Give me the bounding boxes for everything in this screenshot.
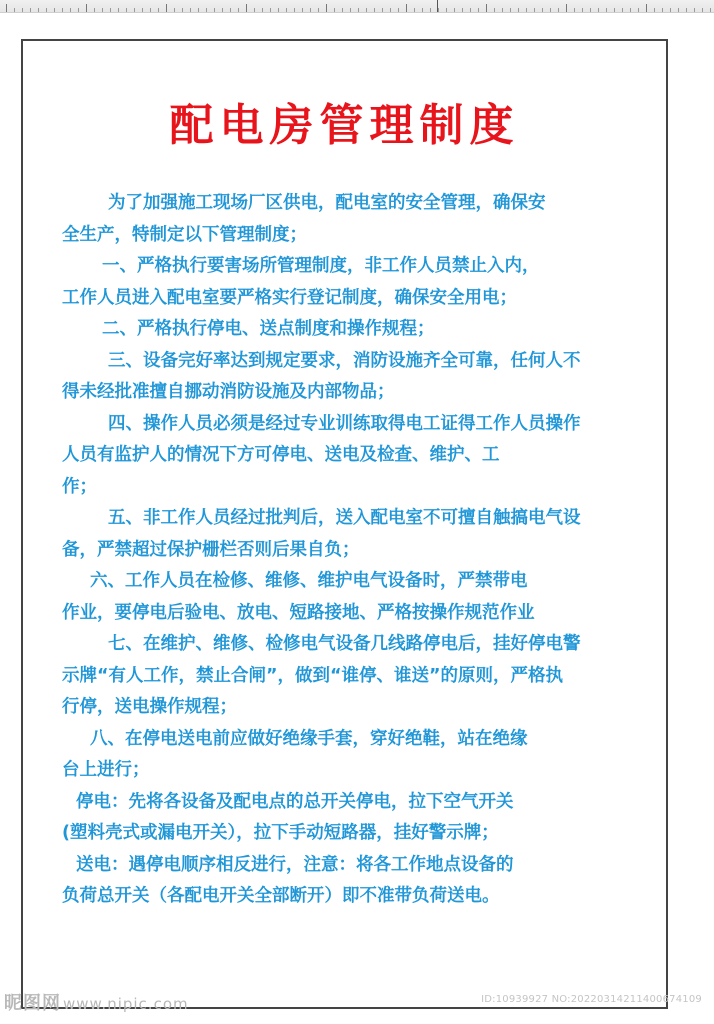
ruler-tick	[454, 8, 455, 12]
ruler-tick	[230, 8, 231, 12]
ruler-tick	[22, 8, 23, 12]
ruler-tick	[646, 4, 647, 12]
paragraph-line: 停电：先将各设备及配电点的总开关停电，拉下空气开关	[76, 791, 514, 812]
site-watermark-logo	[4, 989, 189, 1015]
ruler-tick	[590, 8, 591, 12]
ruler-tick	[366, 8, 367, 12]
ruler-tick	[62, 8, 63, 12]
ruler-tick	[198, 8, 199, 12]
ruler-tick	[14, 8, 15, 12]
ruler-tick	[534, 8, 535, 12]
paragraph-line: (塑料壳式或漏电开关），拉下手动短路器，挂好警示牌；	[62, 823, 499, 843]
ruler-tick	[494, 8, 495, 12]
ruler-tick	[518, 8, 519, 12]
ruler-tick	[78, 8, 79, 12]
ruler-tick	[614, 8, 615, 12]
ruler-tick	[318, 8, 319, 12]
watermark-url: www.nipic.com	[63, 995, 189, 1013]
paragraph-line: 工作人员进入配电室要严格实行登记制度，确保安全用电；	[62, 287, 517, 308]
ruler-tick	[382, 8, 383, 12]
ruler-tick	[54, 8, 55, 12]
paragraph-line: 作业，要停电后验电、放电、短路接地、严格按操作规范作业	[62, 602, 535, 623]
paragraph-line: 四、操作人员必须是经过专业训练取得电工证得工作人员操作	[108, 413, 581, 434]
ruler-tick	[542, 8, 543, 12]
ruler-tick	[270, 8, 271, 12]
ruler-tick	[222, 8, 223, 12]
ruler-tick	[286, 8, 287, 12]
paragraph-line: 三、设备完好率达到规定要求，消防设施齐全可靠，任何人不	[108, 350, 581, 371]
ruler-tick	[142, 8, 143, 12]
ruler-tick	[582, 8, 583, 12]
ruler-tick	[166, 4, 167, 12]
ruler-tick	[278, 8, 279, 12]
ruler-tick	[110, 8, 111, 12]
ruler-tick	[662, 8, 663, 12]
ruler-tick	[310, 8, 311, 12]
ruler-tick	[526, 8, 527, 12]
ruler-tick	[566, 4, 567, 12]
watermark-id-text: ID:10939927 NO:20220314211400674109	[481, 994, 702, 1005]
ruler-tick	[654, 8, 655, 12]
paragraph-line: 全生产，特制定以下管理制度；	[62, 224, 307, 245]
ruler-tick	[342, 8, 343, 12]
ruler-tick	[574, 8, 575, 12]
ruler-tick	[206, 8, 207, 12]
ruler-tick	[118, 8, 119, 12]
ruler-tick	[238, 8, 239, 12]
ruler-tick	[358, 8, 359, 12]
ruler-tick	[102, 8, 103, 12]
ruler-tick	[374, 8, 375, 12]
paragraph-line: 八、在停电送电前应做好绝缘手套，穿好绝鞋，站在绝缘	[90, 728, 528, 749]
ruler-tick	[326, 4, 327, 12]
ruler-tick	[414, 8, 415, 12]
ruler-tick	[398, 8, 399, 12]
ruler-tick	[502, 8, 503, 12]
paragraph-line: 送电：遇停电顺序相反进行，注意：将各工作地点设备的	[76, 854, 514, 875]
paragraph-line: 示牌“有人工作，禁止合闸”，做到“谁停、谁送”的原则，严格执	[62, 665, 564, 686]
ruler-tick	[470, 8, 471, 12]
ruler-tick	[150, 8, 151, 12]
ruler-tick	[190, 8, 191, 12]
faint-background-mark	[338, 940, 578, 962]
ruler-cursor-marker	[437, 0, 438, 12]
ruler-tick	[262, 8, 263, 12]
ruler-tick	[94, 8, 95, 12]
ruler-tick	[246, 4, 247, 12]
paragraph-line: 一、严格执行要害场所管理制度，非工作人员禁止入内，	[102, 256, 540, 276]
paragraph-line: 行停，送电操作规程；	[62, 697, 237, 717]
ruler-tick	[6, 4, 7, 12]
ruler-tick	[686, 8, 687, 12]
ruler-tick	[702, 8, 703, 12]
paragraph-line: 七、在维护、维修、检修电气设备几线路停电后，挂好停电警	[108, 634, 581, 654]
ruler-tick	[46, 8, 47, 12]
ruler-tick	[350, 8, 351, 12]
top-ruler	[0, 0, 714, 13]
ruler-tick	[710, 8, 711, 12]
document-body	[62, 188, 632, 913]
paragraph-line: 六、工作人员在检修、维修、维护电气设备时，严禁带电	[90, 571, 528, 591]
ruler-tick	[630, 8, 631, 12]
ruler-tick	[550, 8, 551, 12]
ruler-tick	[606, 8, 607, 12]
ruler-tick	[30, 8, 31, 12]
ruler-tick	[214, 8, 215, 12]
ruler-tick	[486, 4, 487, 12]
ruler-tick	[86, 4, 87, 12]
ruler-tick	[438, 8, 439, 12]
ruler-tick	[478, 8, 479, 12]
paragraph-line: 五、非工作人员经过批判后，送入配电室不可擅自触搞电气设	[108, 508, 581, 528]
ruler-tick	[390, 8, 391, 12]
ruler-tick	[422, 8, 423, 12]
ruler-tick	[134, 8, 135, 12]
watermark-logo-text: 昵图网	[4, 993, 61, 1014]
ruler-tick	[622, 8, 623, 12]
paragraph-line: 为了加强施工现场厂区供电，配电室的安全管理，确保安	[108, 193, 546, 213]
document-title: 配电房管理制度	[169, 100, 520, 151]
ruler-tick	[406, 4, 407, 12]
ruler-tick	[558, 8, 559, 12]
ruler-tick	[638, 8, 639, 12]
ruler-tick	[446, 8, 447, 12]
ruler-tick	[174, 8, 175, 12]
ruler-tick	[678, 8, 679, 12]
ruler-tick	[510, 8, 511, 12]
ruler-tick	[158, 8, 159, 12]
ruler-tick	[302, 8, 303, 12]
ruler-tick	[38, 8, 39, 12]
ruler-tick	[598, 8, 599, 12]
ruler-tick	[294, 8, 295, 12]
ruler-tick	[334, 8, 335, 12]
paragraph-line: 备，严禁超过保护栅栏否则后果自负；	[62, 539, 360, 560]
ruler-tick	[182, 8, 183, 12]
paragraph-line: 得未经批准擅自挪动消防设施及内部物品；	[62, 382, 395, 402]
paragraph-line: 二、严格执行停电、送点制度和操作规程；	[102, 319, 435, 339]
ruler-tick	[70, 8, 71, 12]
ruler-tick	[430, 8, 431, 12]
ruler-tick	[670, 8, 671, 12]
paragraph-line: 人员有监护人的情况下方可停电、送电及检查、维护、工	[62, 445, 500, 465]
paragraph-line: 台上进行；	[62, 760, 150, 780]
ruler-tick	[254, 8, 255, 12]
paragraph-line: 作；	[62, 476, 97, 497]
ruler-tick	[694, 8, 695, 12]
paragraph-line: 负荷总开关（各配电开关全部断开）即不准带负荷送电。	[62, 886, 500, 906]
ruler-tick	[462, 8, 463, 12]
ruler-tick	[126, 8, 127, 12]
